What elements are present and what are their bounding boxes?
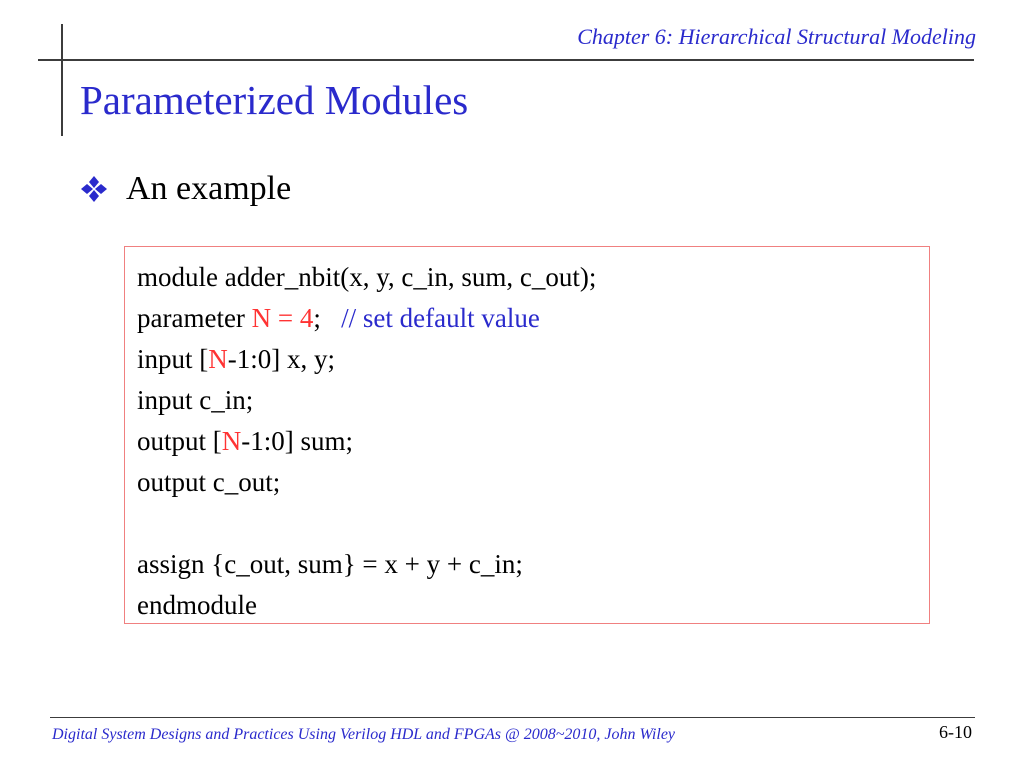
code-line-endmodule: endmodule — [137, 590, 257, 620]
code-text: -1:0] x, y; — [227, 344, 335, 374]
code-separator: ; — [313, 303, 342, 333]
slide-title: Parameterized Modules — [80, 77, 469, 123]
code-line-output-sum — [137, 421, 929, 462]
diamond-bullet-icon — [80, 175, 108, 203]
footer-text: Digital System Designs and Practices Using Verilog HDL and FPGAs @ 2008~2010, John Wiley — [52, 726, 676, 743]
code-line-blank — [137, 503, 929, 544]
code-text: output [ — [137, 426, 222, 456]
code-line-parameter — [137, 298, 929, 339]
bullet-text: An example — [126, 170, 292, 207]
page-number: 6-10 — [939, 722, 972, 742]
code-text: input [ — [137, 344, 209, 374]
code-line-output-cout: output c_out; — [137, 467, 281, 497]
footer-rule — [50, 717, 975, 718]
code-line-input-xy — [137, 339, 929, 380]
code-line-input-cin: input c_in; — [137, 385, 254, 415]
code-text: -1:0] sum; — [241, 426, 353, 456]
code-line-assign: assign {c_out, sum} = x + y + c_in; — [137, 549, 523, 579]
code-box — [124, 246, 930, 624]
chapter-header: Chapter 6: Hierarchical Structural Modeling — [577, 24, 976, 49]
code-param: N — [221, 426, 242, 456]
code-param: N — [208, 344, 228, 374]
bullet-item — [80, 170, 291, 208]
code-param: N = 4 — [251, 303, 314, 333]
header-horizontal-rule — [38, 59, 974, 61]
code-line-module: module adder_nbit(x, y, c_in, sum, c_out); — [137, 262, 597, 292]
code-comment: // set default value — [341, 303, 540, 333]
code-keyword: parameter — [137, 303, 252, 333]
header-vertical-rule — [61, 24, 63, 136]
